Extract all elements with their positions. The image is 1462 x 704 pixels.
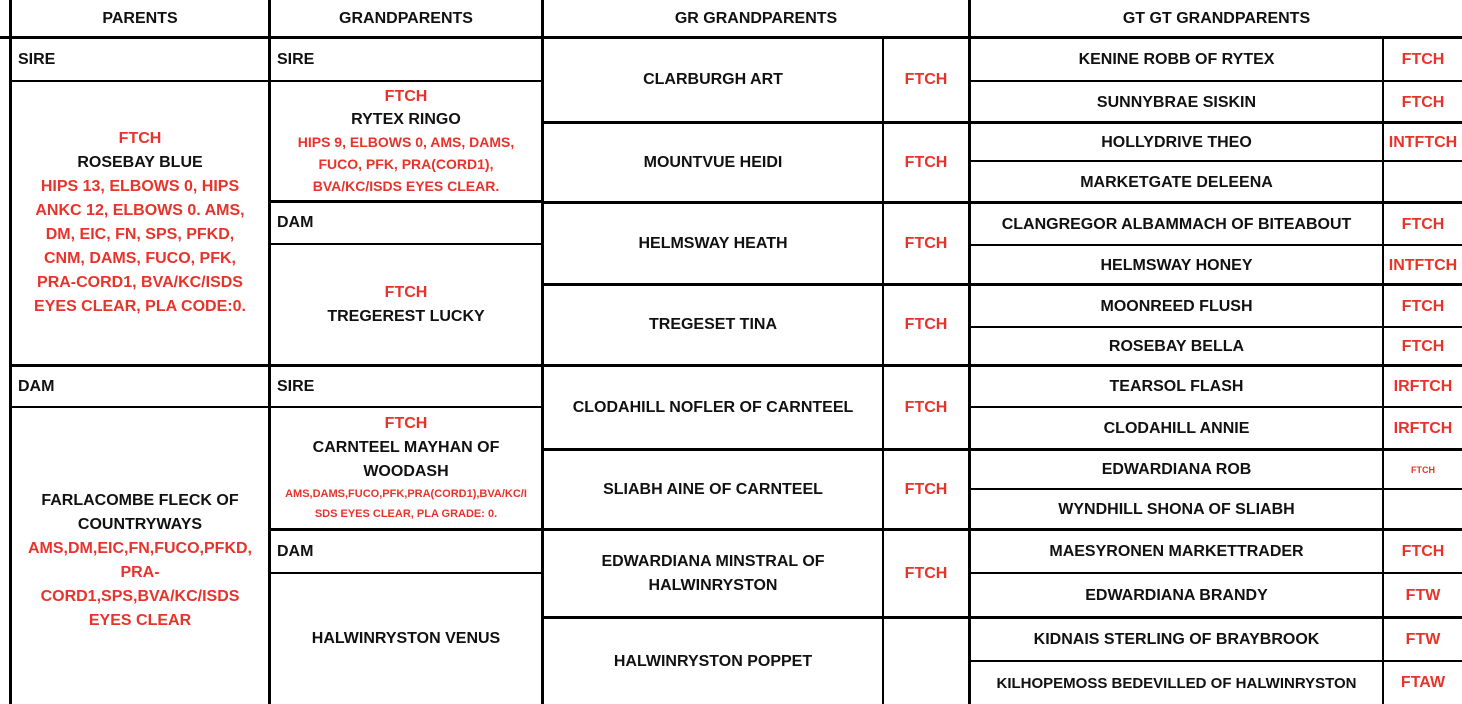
gr-grandparent-title: FTCH (904, 480, 948, 498)
note-line: HIPS 13, ELBOWS 0, HIPS (40, 178, 240, 195)
gt-gt-grandparent-title: FTAW (1400, 674, 1446, 691)
gp-dam-sire-title: FTCH (384, 415, 428, 432)
gr-grandparent-title: FTCH (904, 398, 948, 416)
gr-grandparent-name (544, 39, 882, 121)
gp-dam-sire-name (313, 436, 500, 484)
gt-gt-grandparent-name: EDWARDIANA BRANDY (1085, 587, 1268, 604)
gr-grandparent-title: FTCH (904, 71, 948, 88)
gr-grandparent-name (544, 619, 882, 704)
gt-gt-grandparent-name: CLODAHILL ANNIE (1103, 420, 1250, 437)
gt-gt-grandparent-name: ROSEBAY BELLA (1108, 338, 1245, 355)
gp-dam-dam-label: DAM (277, 542, 314, 560)
gp-sire-dam-name: TREGEREST LUCKY (327, 307, 485, 325)
gr-grandparent-name (544, 367, 882, 448)
parent-dam-notes (28, 537, 252, 633)
gr-grandparent-title (884, 619, 968, 704)
gt-gt-grandparent-title: FTW (1405, 587, 1441, 604)
name-line: FARLACOMBE FLECK OF (41, 492, 239, 509)
gr-grandparent-title: FTCH (904, 564, 948, 582)
gt-gt-grandparent-name: HELMSWAY HONEY (1100, 256, 1253, 274)
header-gt-gt-grandparents: GT GT GRANDPARENTS (1122, 9, 1311, 27)
name-line: HELMSWAY HEATH (638, 234, 788, 252)
gt-gt-grandparent-title: FTCH (1401, 297, 1445, 315)
gp-sire-sire-name: RYTEX RINGO (351, 111, 461, 128)
gp-sire-sire-label: SIRE (277, 50, 315, 68)
gt-gt-grandparent-name: KENINE ROBB OF RYTEX (1078, 50, 1275, 68)
gt-gt-grandparent-title: FTCH (1401, 543, 1445, 560)
gr-grandparent-name (544, 451, 882, 528)
gp-dam-sire-cell (271, 408, 541, 528)
gt-gt-grandparent-title: FTCH (1401, 50, 1445, 68)
gt-gt-grandparent-name: WYNDHILL SHONA OF SLIABH (1058, 501, 1295, 518)
gp-sire-dam-label: DAM (277, 214, 314, 231)
note-line: FUCO, PFK, PRA(CORD1), (318, 156, 494, 172)
header-parents: PARENTS (102, 9, 178, 27)
note-line: AMS,DAMS,FUCO,PFK,PRA(CORD1),BVA/KC/I (285, 488, 527, 500)
note-line: BVA/KC/ISDS EYES CLEAR. (312, 178, 500, 194)
parent-dam-name (41, 489, 238, 537)
gp-sire-sire-title: FTCH (384, 88, 428, 105)
gp-sire-sire-cell (271, 82, 541, 200)
gr-grandparent-title: FTCH (904, 316, 948, 333)
gt-gt-grandparent-name: EDWARDIANA ROB (1101, 461, 1252, 478)
name-line: SLIABH AINE OF CARNTEEL (603, 480, 823, 498)
name-line: CLODAHILL NOFLER OF CARNTEEL (572, 398, 854, 416)
gr-grandparent-name (544, 286, 882, 364)
gp-dam-sire-label: SIRE (277, 377, 315, 395)
gt-gt-grandparent-name: TEARSOL FLASH (1109, 378, 1244, 395)
name-line: WOODASH (363, 463, 449, 480)
gp-dam-dam-name: HALWINRYSTON VENUS (311, 630, 501, 647)
gp-dam-sire-notes (285, 484, 527, 524)
header-gr-grandparents: GR GRANDPARENTS (674, 9, 838, 27)
gr-grandparent-name (544, 531, 882, 616)
gt-gt-grandparent-title: FTCH (1401, 93, 1445, 111)
gt-gt-grandparent-name: KIDNAIS STERLING OF BRAYBROOK (1033, 631, 1320, 648)
parent-dam-cell (12, 408, 268, 704)
gt-gt-grandparent-name: MOONREED FLUSH (1100, 297, 1253, 315)
name-line: EDWARDIANA MINSTRAL OF (601, 552, 825, 570)
note-line: CORD1,SPS,BVA/KC/ISDS (40, 588, 240, 605)
gt-gt-grandparent-title: FTCH (1401, 338, 1445, 355)
name-line: CLARBURGH ART (643, 71, 783, 88)
gp-sire-sire-notes (298, 131, 515, 197)
name-line: TREGESET TINA (648, 316, 777, 333)
gp-sire-dam-title: FTCH (384, 283, 428, 301)
note-line: PRA-CORD1, BVA/KC/ISDS (37, 274, 243, 291)
note-line: ANKC 12, ELBOWS 0. AMS, (35, 202, 245, 219)
gt-gt-grandparent-title (1384, 490, 1462, 530)
gt-gt-grandparent-title: FTW (1405, 631, 1441, 648)
gt-gt-grandparent-name: SUNNYBRAE SISKIN (1096, 93, 1257, 111)
parent-sire-notes (34, 175, 246, 319)
name-line: COUNTRYWAYS (77, 516, 203, 533)
name-line: HALWINRYSTON (648, 576, 778, 594)
note-line: SDS EYES CLEAR, PLA GRADE: 0. (314, 508, 498, 520)
parent-dam-label: DAM (18, 377, 55, 395)
gt-gt-grandparent-title: FTCH (1411, 465, 1435, 475)
header-grandparents: GRANDPARENTS (339, 9, 473, 27)
note-line: HIPS 9, ELBOWS 0, AMS, DAMS, (297, 134, 515, 150)
parent-sire-label: SIRE (18, 50, 56, 68)
gr-grandparent-title: FTCH (904, 153, 948, 171)
gt-gt-grandparent-title: FTCH (1401, 215, 1445, 233)
gt-gt-grandparent-title: INTFTCH (1388, 133, 1458, 151)
gt-gt-grandparent-name: MARKETGATE DELEENA (1080, 173, 1273, 191)
gt-gt-grandparent-name: MAESYRONEN MARKETTRADER (1049, 543, 1304, 560)
gt-gt-grandparent-name: CLANGREGOR ALBAMMACH OF BITEABOUT (1001, 215, 1352, 233)
gp-sire-dam-cell (271, 245, 541, 364)
note-line: PRA- (120, 564, 160, 581)
gt-gt-grandparent-name: HOLLYDRIVE THEO (1101, 133, 1252, 151)
parent-sire-title: FTCH (118, 130, 162, 147)
note-line: AMS,DM,EIC,FN,FUCO,PFKD, (28, 540, 252, 557)
note-line: DM, EIC, FN, SPS, PFKD, (45, 226, 235, 243)
gr-grandparent-title: FTCH (904, 234, 948, 252)
name-line: MOUNTVUE HEIDI (643, 153, 783, 171)
note-line: EYES CLEAR, PLA CODE:0. (34, 298, 246, 315)
name-line: CARNTEEL MAYHAN OF (312, 439, 500, 456)
gt-gt-grandparent-title (1384, 162, 1462, 203)
gt-gt-grandparent-title: INTFTCH (1388, 256, 1458, 274)
gr-grandparent-name (544, 204, 882, 283)
gt-gt-grandparent-name: KILHOPEMOSS BEDEVILLED OF HALWINRYSTON (996, 674, 1357, 692)
parent-sire-name: ROSEBAY BLUE (77, 154, 203, 171)
gt-gt-grandparent-title: IRFTCH (1393, 420, 1453, 437)
gr-grandparent-name (544, 124, 882, 201)
parent-sire-cell (12, 82, 268, 364)
note-line: CNM, DAMS, FUCO, PFK, (43, 250, 236, 267)
gt-gt-grandparent-title: IRFTCH (1393, 378, 1453, 395)
note-line: EYES CLEAR (88, 612, 192, 629)
name-line: HALWINRYSTON POPPET (613, 652, 813, 670)
